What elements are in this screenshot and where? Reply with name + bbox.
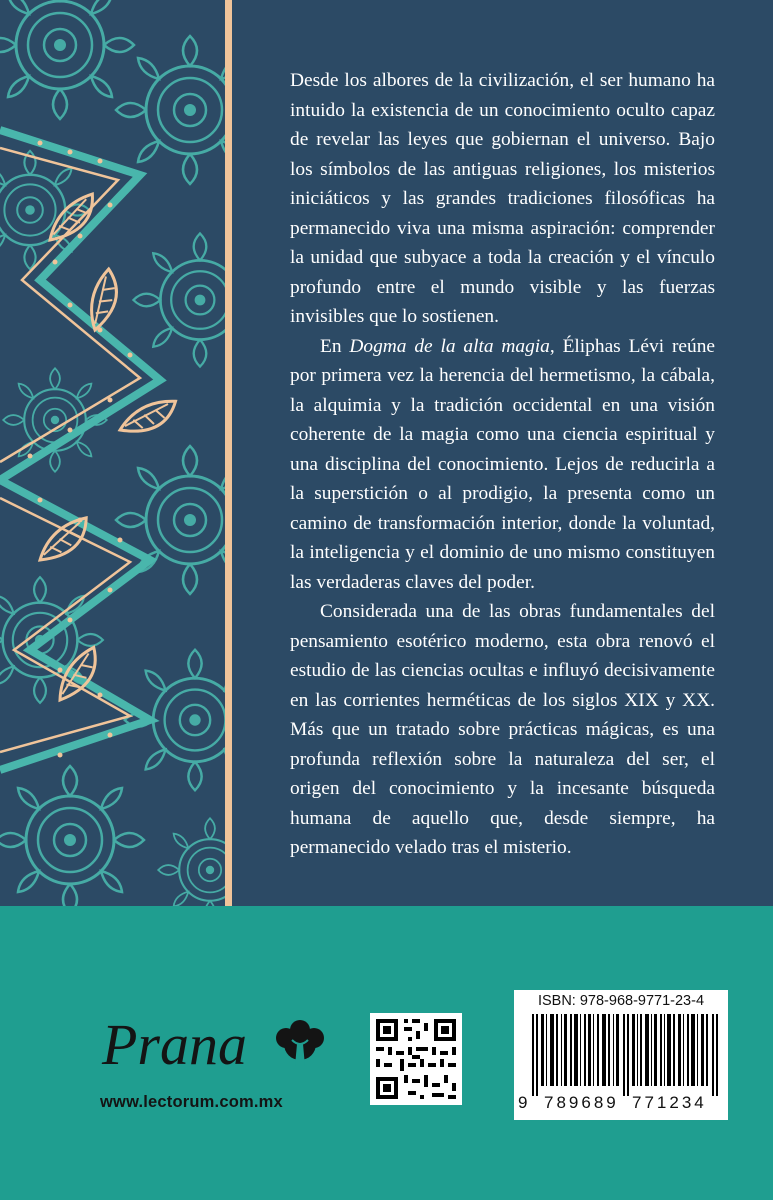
barcode-icon: [532, 1014, 720, 1096]
barcode-digits-right: 771234: [632, 1093, 707, 1112]
paragraph-2: [290, 332, 715, 598]
paragraph-2-prefix: En: [320, 335, 350, 357]
isbn-barcode-box: [514, 990, 728, 1120]
barcode-digits-left: 789689: [544, 1093, 619, 1112]
barcode-digits: [514, 1093, 728, 1117]
isbn-label: ISBN: 978-968-9771-23-4: [537, 993, 705, 1009]
qr-code-icon: [370, 1013, 462, 1105]
back-cover-text: [290, 66, 715, 863]
paragraph-2-rest: , Éliphas Lévi reúne por primera vez la herencia del hermetismo, la cábala, la alquimia y la tradición occidental en una visión coherente de la magia como una ciencia espiritual y una disciplina del conocimiento. Lejos de reducirla a la superstición o al prodigio, la presenta como un camino de transformación interior, donde la voluntad, la inteligencia y el dominio de uno mismo constituyen las verdaderas claves del poder.: [290, 335, 715, 593]
tree-emblem-icon: [276, 1020, 324, 1066]
publisher-logo-text: Prana: [102, 1012, 247, 1077]
website-link[interactable]: www.lectorum.com.mx: [100, 1093, 283, 1111]
barcode-digit-first: 9: [518, 1093, 528, 1112]
book-title-italic: Dogma de la alta magia: [349, 335, 550, 357]
mandala-pattern: [0, 0, 232, 906]
paragraph-3: Considerada una de las obras fundamentales del pensamiento esotérico moderno, esta obra renovó el estudio de las ciencias ocultas e influyó decisivamente en las corrientes herméticas de los siglos XIX y XX. Más que un tratado sobre prácticas mágicas, es una profunda reflexión sobre la naturaleza del ser, el origen del conocimiento y la incesante búsqueda humana de aquello que, desde siempre, ha permanecido velado tras el misterio.: [290, 601, 715, 858]
publisher-logo: [100, 1002, 340, 1082]
paragraph-1: Desde los albores de la civilización, el ser humano ha intuido la existencia de un conocimiento oculto capaz de revelar las leyes que gobiernan el universo. Bajo los símbolos de las antiguas religiones, los misterios iniciáticos y las grandes tradiciones filosóficas ha permanecido viva una misma aspiración: comprender la unidad que subyace a toda la creación y el vínculo profundo entre el mundo visible y las fuerzas invisibles que lo sostienen.: [290, 70, 715, 327]
